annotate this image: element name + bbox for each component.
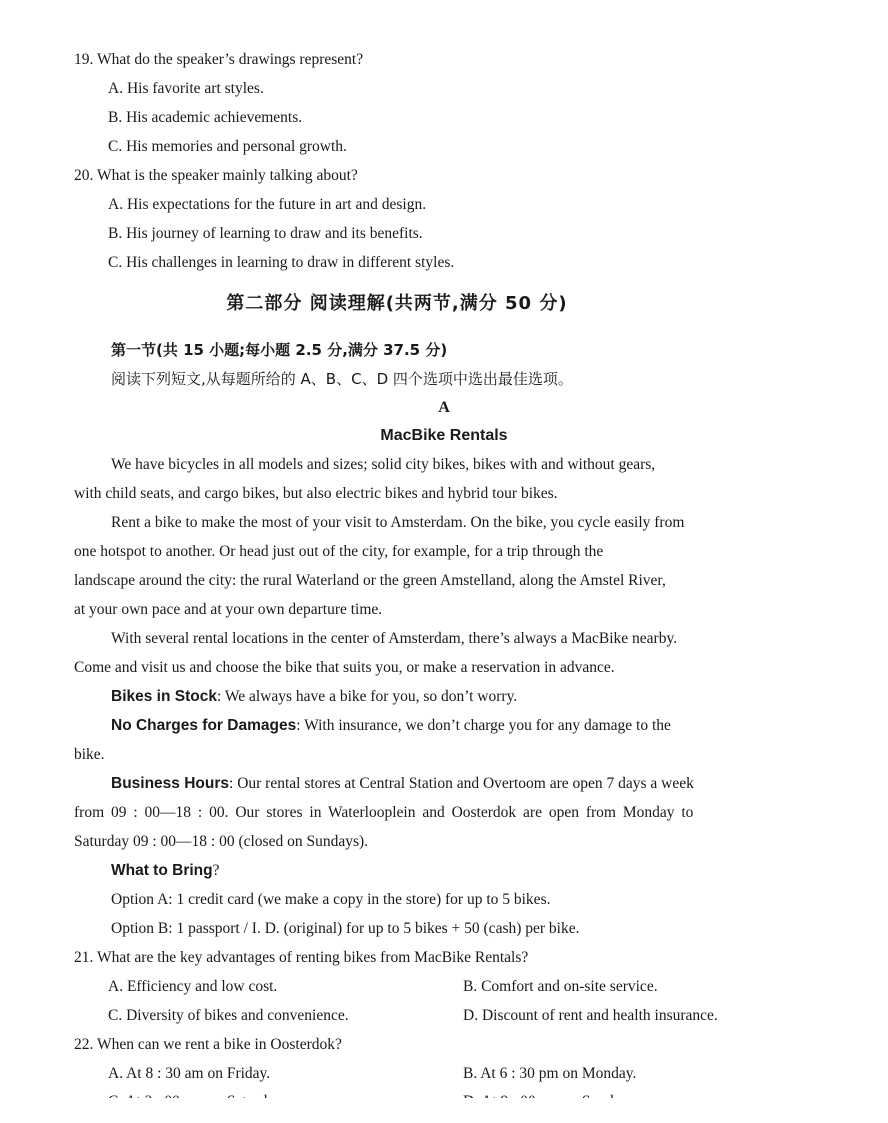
- hours-text: : Our rental stores at Central Station and Overtoom are open 7 days a week: [229, 775, 694, 792]
- passage-line: with child seats, and cargo bikes, but also electric bikes and hybrid tour bikes.: [74, 485, 558, 502]
- stock-label: Bikes in Stock: [111, 688, 217, 705]
- hours-paragraph: [111, 774, 694, 794]
- question-19-option-a: A. His favorite art styles.: [108, 80, 264, 97]
- hours-line-2: from 09 : 00—18 : 00. Our stores in Waterlooplein and Oosterdok are open from Monday to: [74, 804, 694, 821]
- question-21-stem: 21. What are the key advantages of renting bikes from MacBike Rentals?: [74, 949, 529, 966]
- damage-continuation: bike.: [74, 746, 105, 763]
- damage-paragraph: [111, 716, 671, 736]
- question-21-option-b: B. Comfort and on-site service.: [463, 978, 658, 995]
- option-b-line: Option B: 1 passport / I. D. (original) for up to 5 bikes + 50 (cash) per bike.: [111, 920, 580, 937]
- passage-title: MacBike Rentals: [380, 427, 508, 444]
- passage-line: Come and visit us and choose the bike that suits you, or make a reservation in advance.: [74, 659, 615, 676]
- passage-line: landscape around the city: the rural Waterland or the green Amstelland, along the Amstel River,: [74, 572, 666, 589]
- passage-line: at your own pace and at your own departure time.: [74, 601, 383, 618]
- reading-instruction: 阅读下列短文,从每题所给的 A、B、C、D 四个选项中选出最佳选项。: [111, 370, 573, 388]
- question-21-option-d: D. Discount of rent and health insurance.: [463, 1007, 718, 1024]
- damage-text: : With insurance, we don’t charge you for any damage to the: [296, 717, 671, 734]
- bring-heading: [111, 861, 219, 881]
- option-a-line: Option A: 1 credit card (we make a copy in the store) for up to 5 bikes.: [111, 891, 551, 908]
- passage-letter: A: [438, 399, 450, 416]
- bring-question-mark: ?: [212, 862, 220, 879]
- question-20-option-b: B. His journey of learning to draw and its benefits.: [108, 225, 423, 242]
- question-20-stem: 20. What is the speaker mainly talking about?: [74, 167, 358, 184]
- part-two-title: 第二部分 阅读理解(共两节,满分 50 分): [226, 293, 568, 314]
- section-one-heading: 第一节(共 15 小题;每小题 2.5 分,满分 37.5 分): [111, 341, 448, 359]
- question-19-option-c: C. His memories and personal growth.: [108, 138, 347, 155]
- passage-line: We have bicycles in all models and sizes; solid city bikes, bikes with and without gears,: [111, 456, 656, 473]
- damage-label: No Charges for Damages: [111, 717, 297, 734]
- question-19-option-b: B. His academic achievements.: [108, 109, 303, 126]
- question-21-option-a: A. Efficiency and low cost.: [108, 978, 278, 995]
- passage-line: Rent a bike to make the most of your visit to Amsterdam. On the bike, you cycle easily from: [111, 514, 685, 531]
- question-22-option-a: A. At 8 : 30 am on Friday.: [108, 1065, 271, 1082]
- passage-line: With several rental locations in the center of Amsterdam, there’s always a MacBike nearby.: [111, 630, 678, 647]
- page-bottom-margin: [0, 1098, 794, 1123]
- question-21-option-c: C. Diversity of bikes and convenience.: [108, 1007, 349, 1024]
- stock-text: : We always have a bike for you, so don’t worry.: [216, 688, 518, 705]
- question-20-option-c: C. His challenges in learning to draw in different styles.: [108, 254, 455, 271]
- bring-label: What to Bring: [111, 862, 213, 879]
- hours-line-3: Saturday 09 : 00—18 : 00 (closed on Sundays).: [74, 833, 369, 850]
- hours-label: Business Hours: [111, 775, 230, 792]
- question-19-stem: 19. What do the speaker’s drawings represent?: [74, 51, 364, 68]
- stock-paragraph: [111, 687, 517, 707]
- question-22-stem: 22. When can we rent a bike in Oosterdok?: [74, 1036, 342, 1053]
- passage-line: one hotspot to another. Or head just out of the city, for example, for a trip through the: [74, 543, 604, 560]
- question-20-option-a: A. His expectations for the future in art and design.: [108, 196, 427, 213]
- question-22-option-b: B. At 6 : 30 pm on Monday.: [463, 1065, 637, 1082]
